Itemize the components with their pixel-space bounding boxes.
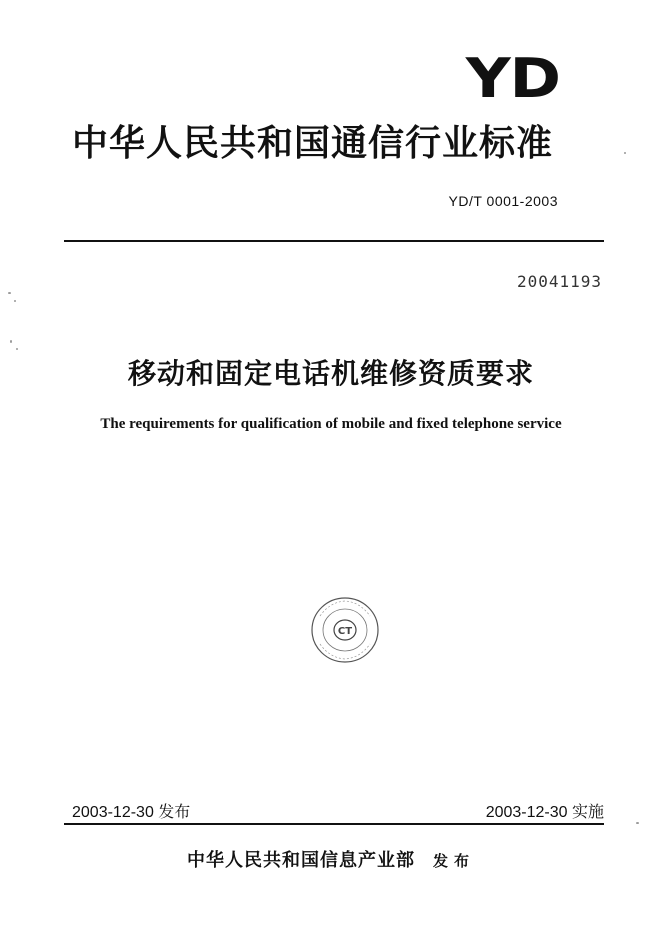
- document-title-en: The requirements for qualification of mobile and fixed telephone service: [100, 416, 562, 432]
- standard-category-title: 中华人民共和国通信行业标准: [72, 123, 554, 164]
- document-title-zh: 移动和固定电话机维修资质要求: [127, 357, 534, 390]
- bottom-divider: [64, 823, 604, 825]
- issue-date: 2003-12-30 发布: [72, 804, 191, 821]
- seal-text: CT: [337, 626, 353, 637]
- scan-speck: [636, 822, 639, 824]
- stamp-number: 20041193: [516, 272, 602, 291]
- issuer-action: 发布: [432, 852, 475, 870]
- issuer-line: [0, 852, 662, 870]
- scan-speck: [16, 348, 18, 350]
- implementation-date: 2003-12-30 实施: [485, 804, 604, 821]
- scan-speck: [624, 152, 626, 154]
- issuer-name: 中华人民共和国信息产业部: [186, 850, 415, 871]
- seal-graphic: [310, 596, 380, 664]
- standard-number: YD/T 0001-2003: [448, 193, 558, 209]
- library-seal-stamp: [310, 596, 380, 664]
- scan-speck: [8, 292, 11, 294]
- top-divider: [64, 240, 604, 242]
- scan-speck: [14, 300, 16, 302]
- scan-speck: [10, 340, 12, 343]
- yd-logo: YD: [465, 47, 560, 110]
